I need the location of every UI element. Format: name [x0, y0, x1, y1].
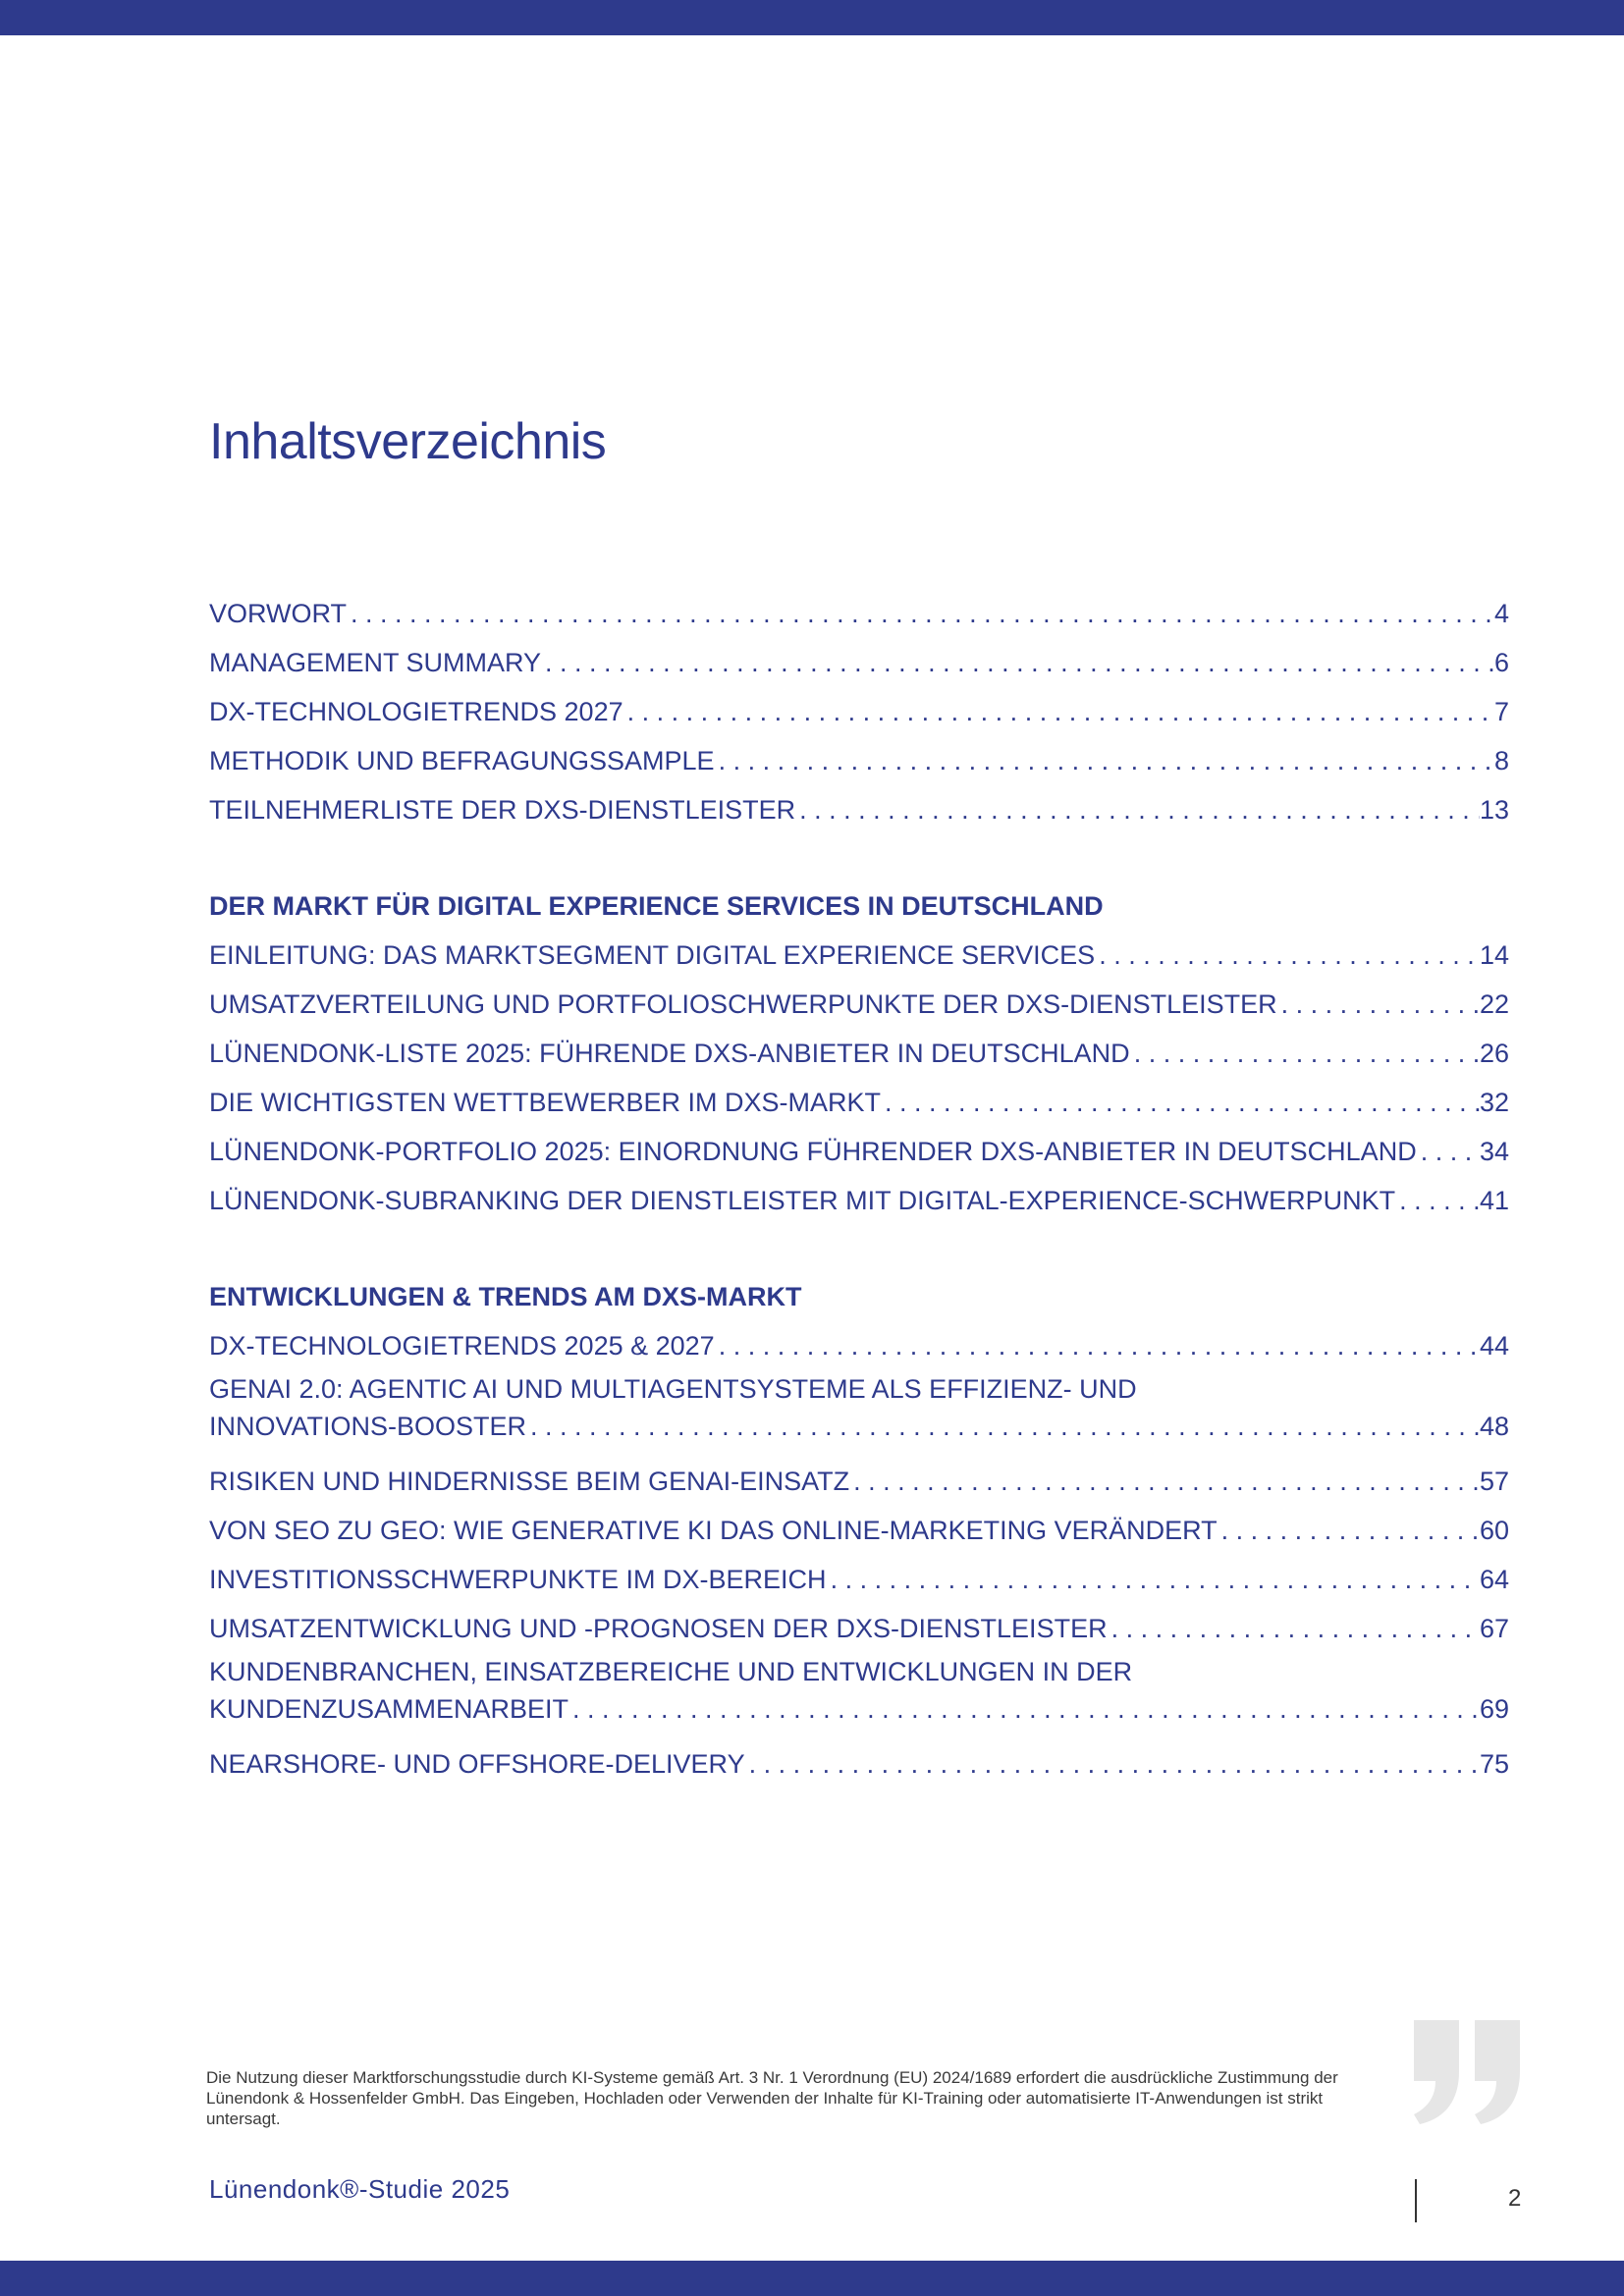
footer-brand: Lünendonk®-Studie 2025: [209, 2174, 511, 2204]
toc-entry-title-continued: INNOVATIONS-BOOSTER: [209, 1412, 527, 1441]
toc-entry[interactable]: [209, 1555, 1509, 1604]
dot-leader: [1218, 1506, 1480, 1555]
toc-entry[interactable]: [209, 1029, 1509, 1078]
toc-entry-page: 75: [1479, 1749, 1509, 1779]
toc-entry-title: LÜNENDONK-SUBRANKING DER DIENSTLEISTER MIT DIGITAL-EXPERIENCE-SCHWERPUNKT: [209, 1186, 1396, 1215]
toc-entry-title: RISIKEN UND HINDERNISSE BEIM GENAI-EINSATZ: [209, 1467, 850, 1496]
toc-entry-page: 8: [1493, 746, 1509, 775]
toc-entry-title: DX-TECHNOLOGIETRENDS 2027: [209, 697, 623, 726]
toc-entry[interactable]: [209, 1127, 1509, 1176]
dot-leader: [881, 1078, 1480, 1127]
toc-group: [209, 881, 1509, 1225]
toc-entry-page: 67: [1479, 1614, 1509, 1643]
dot-leader: [526, 1408, 1480, 1445]
toc-entry-title: VON SEO ZU GEO: WIE GENERATIVE KI DAS ONLINE-MARKETING VERÄNDERT: [209, 1516, 1218, 1545]
toc-entry[interactable]: [209, 1176, 1509, 1225]
toc-entry-page: 60: [1479, 1516, 1509, 1545]
dot-leader: [1277, 980, 1480, 1029]
toc-entry-page: 57: [1479, 1467, 1509, 1496]
toc-entry[interactable]: [209, 687, 1509, 736]
page-number: 2: [1508, 2185, 1522, 2212]
toc-section-heading: ENTWICKLUNGEN & TRENDS AM DXS-MARKT: [209, 1282, 802, 1311]
toc-entry-page: 69: [1479, 1694, 1509, 1724]
table-of-contents: [209, 589, 1509, 1836]
dot-leader: [1095, 931, 1480, 980]
dot-leader: [1417, 1127, 1480, 1176]
toc-entry[interactable]: [209, 1321, 1509, 1370]
toc-entry-title: LÜNENDONK-PORTFOLIO 2025: EINORDNUNG FÜHRENDER DXS-ANBIETER IN DEUTSCHLAND: [209, 1137, 1417, 1166]
toc-section-heading: DER MARKT FÜR DIGITAL EXPERIENCE SERVICES IN DEUTSCHLAND: [209, 891, 1104, 921]
dot-leader: [1130, 1029, 1480, 1078]
toc-entry-title: DIE WICHTIGSTEN WETTBEWERBER IM DXS-MARKT: [209, 1088, 882, 1117]
dot-leader: [827, 1555, 1480, 1604]
toc-entry-page: 22: [1479, 989, 1509, 1019]
toc-entry-title: METHODIK UND BEFRAGUNGSSAMPLE: [209, 746, 715, 775]
ai-usage-disclaimer: Die Nutzung dieser Marktforschungsstudie durch KI-Systeme gemäß Art. 3 Nr. 1 Verordnung (EU) 2024/1689 erfordert die ausdrückliche Zustimmung der Lünendonk & Hossenfelder GmbH. Das Eingeben, Hochladen oder Verwenden der Inhalte für KI-Training oder automatisierte IT-Anwendungen ist strikt untersagt.: [206, 2068, 1338, 2128]
toc-entry[interactable]: [209, 589, 1509, 638]
toc-entry[interactable]: [209, 1370, 1509, 1445]
toc-entry-page: 32: [1479, 1088, 1509, 1117]
toc-entry-title: INVESTITIONSSCHWERPUNKTE IM DX-BEREICH: [209, 1565, 827, 1594]
toc-entry-title: GENAI 2.0: AGENTIC AI UND MULTIAGENTSYSTEME ALS EFFIZIENZ- UND: [209, 1374, 1137, 1404]
toc-entry[interactable]: [209, 931, 1509, 980]
toc-entry-page: 44: [1479, 1331, 1509, 1361]
dot-leader: [568, 1690, 1480, 1728]
dot-leader: [745, 1739, 1480, 1789]
toc-entry[interactable]: [209, 1739, 1509, 1789]
toc-entry[interactable]: [209, 785, 1509, 834]
toc-entry-title: LÜNENDONK-LISTE 2025: FÜHRENDE DXS-ANBIETER IN DEUTSCHLAND: [209, 1039, 1130, 1068]
dot-leader: [715, 1321, 1480, 1370]
dot-leader: [623, 687, 1494, 736]
toc-entry[interactable]: [209, 1604, 1509, 1653]
page-title: Inhaltsverzeichnis: [209, 413, 607, 470]
toc-entry-page: 64: [1479, 1565, 1509, 1594]
toc-entry-page: 6: [1493, 648, 1509, 677]
toc-entry-page: 4: [1493, 599, 1509, 628]
toc-entry-page: 7: [1493, 697, 1509, 726]
toc-group: [209, 589, 1509, 834]
toc-entry[interactable]: [209, 736, 1509, 785]
toc-entry[interactable]: [209, 1653, 1509, 1728]
toc-entry-title: TEILNEHMERLISTE DER DXS-DIENSTLEISTER: [209, 795, 796, 825]
dot-leader: [1108, 1604, 1480, 1653]
bottom-color-bar: [0, 2261, 1624, 2296]
toc-entry-title: VORWORT: [209, 599, 348, 628]
toc-entry-page: 48: [1479, 1412, 1509, 1441]
toc-entry[interactable]: [209, 1506, 1509, 1555]
toc-entry-title: UMSATZVERTEILUNG UND PORTFOLIOSCHWERPUNKTE DER DXS-DIENSTLEISTER: [209, 989, 1277, 1019]
toc-entry-title: UMSATZENTWICKLUNG UND -PROGNOSEN DER DXS-DIENSTLEISTER: [209, 1614, 1108, 1643]
dot-leader: [347, 589, 1494, 638]
toc-group: [209, 1272, 1509, 1789]
toc-entry[interactable]: [209, 638, 1509, 687]
toc-entry-title: NEARSHORE- UND OFFSHORE-DELIVERY: [209, 1749, 745, 1779]
toc-entry[interactable]: [209, 1457, 1509, 1506]
footer-divider: [1415, 2179, 1417, 2222]
toc-entry-title: DX-TECHNOLOGIETRENDS 2025 & 2027: [209, 1331, 715, 1361]
toc-entry-title: MANAGEMENT SUMMARY: [209, 648, 542, 677]
dot-leader: [715, 736, 1494, 785]
dot-leader: [795, 785, 1480, 834]
toc-entry-title: KUNDENBRANCHEN, EINSATZBEREICHE UND ENTWICKLUNGEN IN DER: [209, 1657, 1133, 1686]
toc-entry-title: EINLEITUNG: DAS MARKTSEGMENT DIGITAL EXPERIENCE SERVICES: [209, 940, 1096, 970]
top-color-bar: [0, 0, 1624, 35]
toc-entry[interactable]: [209, 980, 1509, 1029]
toc-entry-page: 13: [1479, 795, 1509, 825]
closing-quote-icon: [1410, 2020, 1524, 2126]
toc-entry-page: 26: [1479, 1039, 1509, 1068]
toc-entry-page: 34: [1479, 1137, 1509, 1166]
dot-leader: [1395, 1176, 1480, 1225]
toc-entry-page: 14: [1479, 940, 1509, 970]
dot-leader: [541, 638, 1494, 687]
dot-leader: [849, 1457, 1480, 1506]
toc-entry-title-continued: KUNDENZUSAMMENARBEIT: [209, 1694, 569, 1724]
toc-entry[interactable]: [209, 1078, 1509, 1127]
toc-entry-page: 41: [1479, 1186, 1509, 1215]
